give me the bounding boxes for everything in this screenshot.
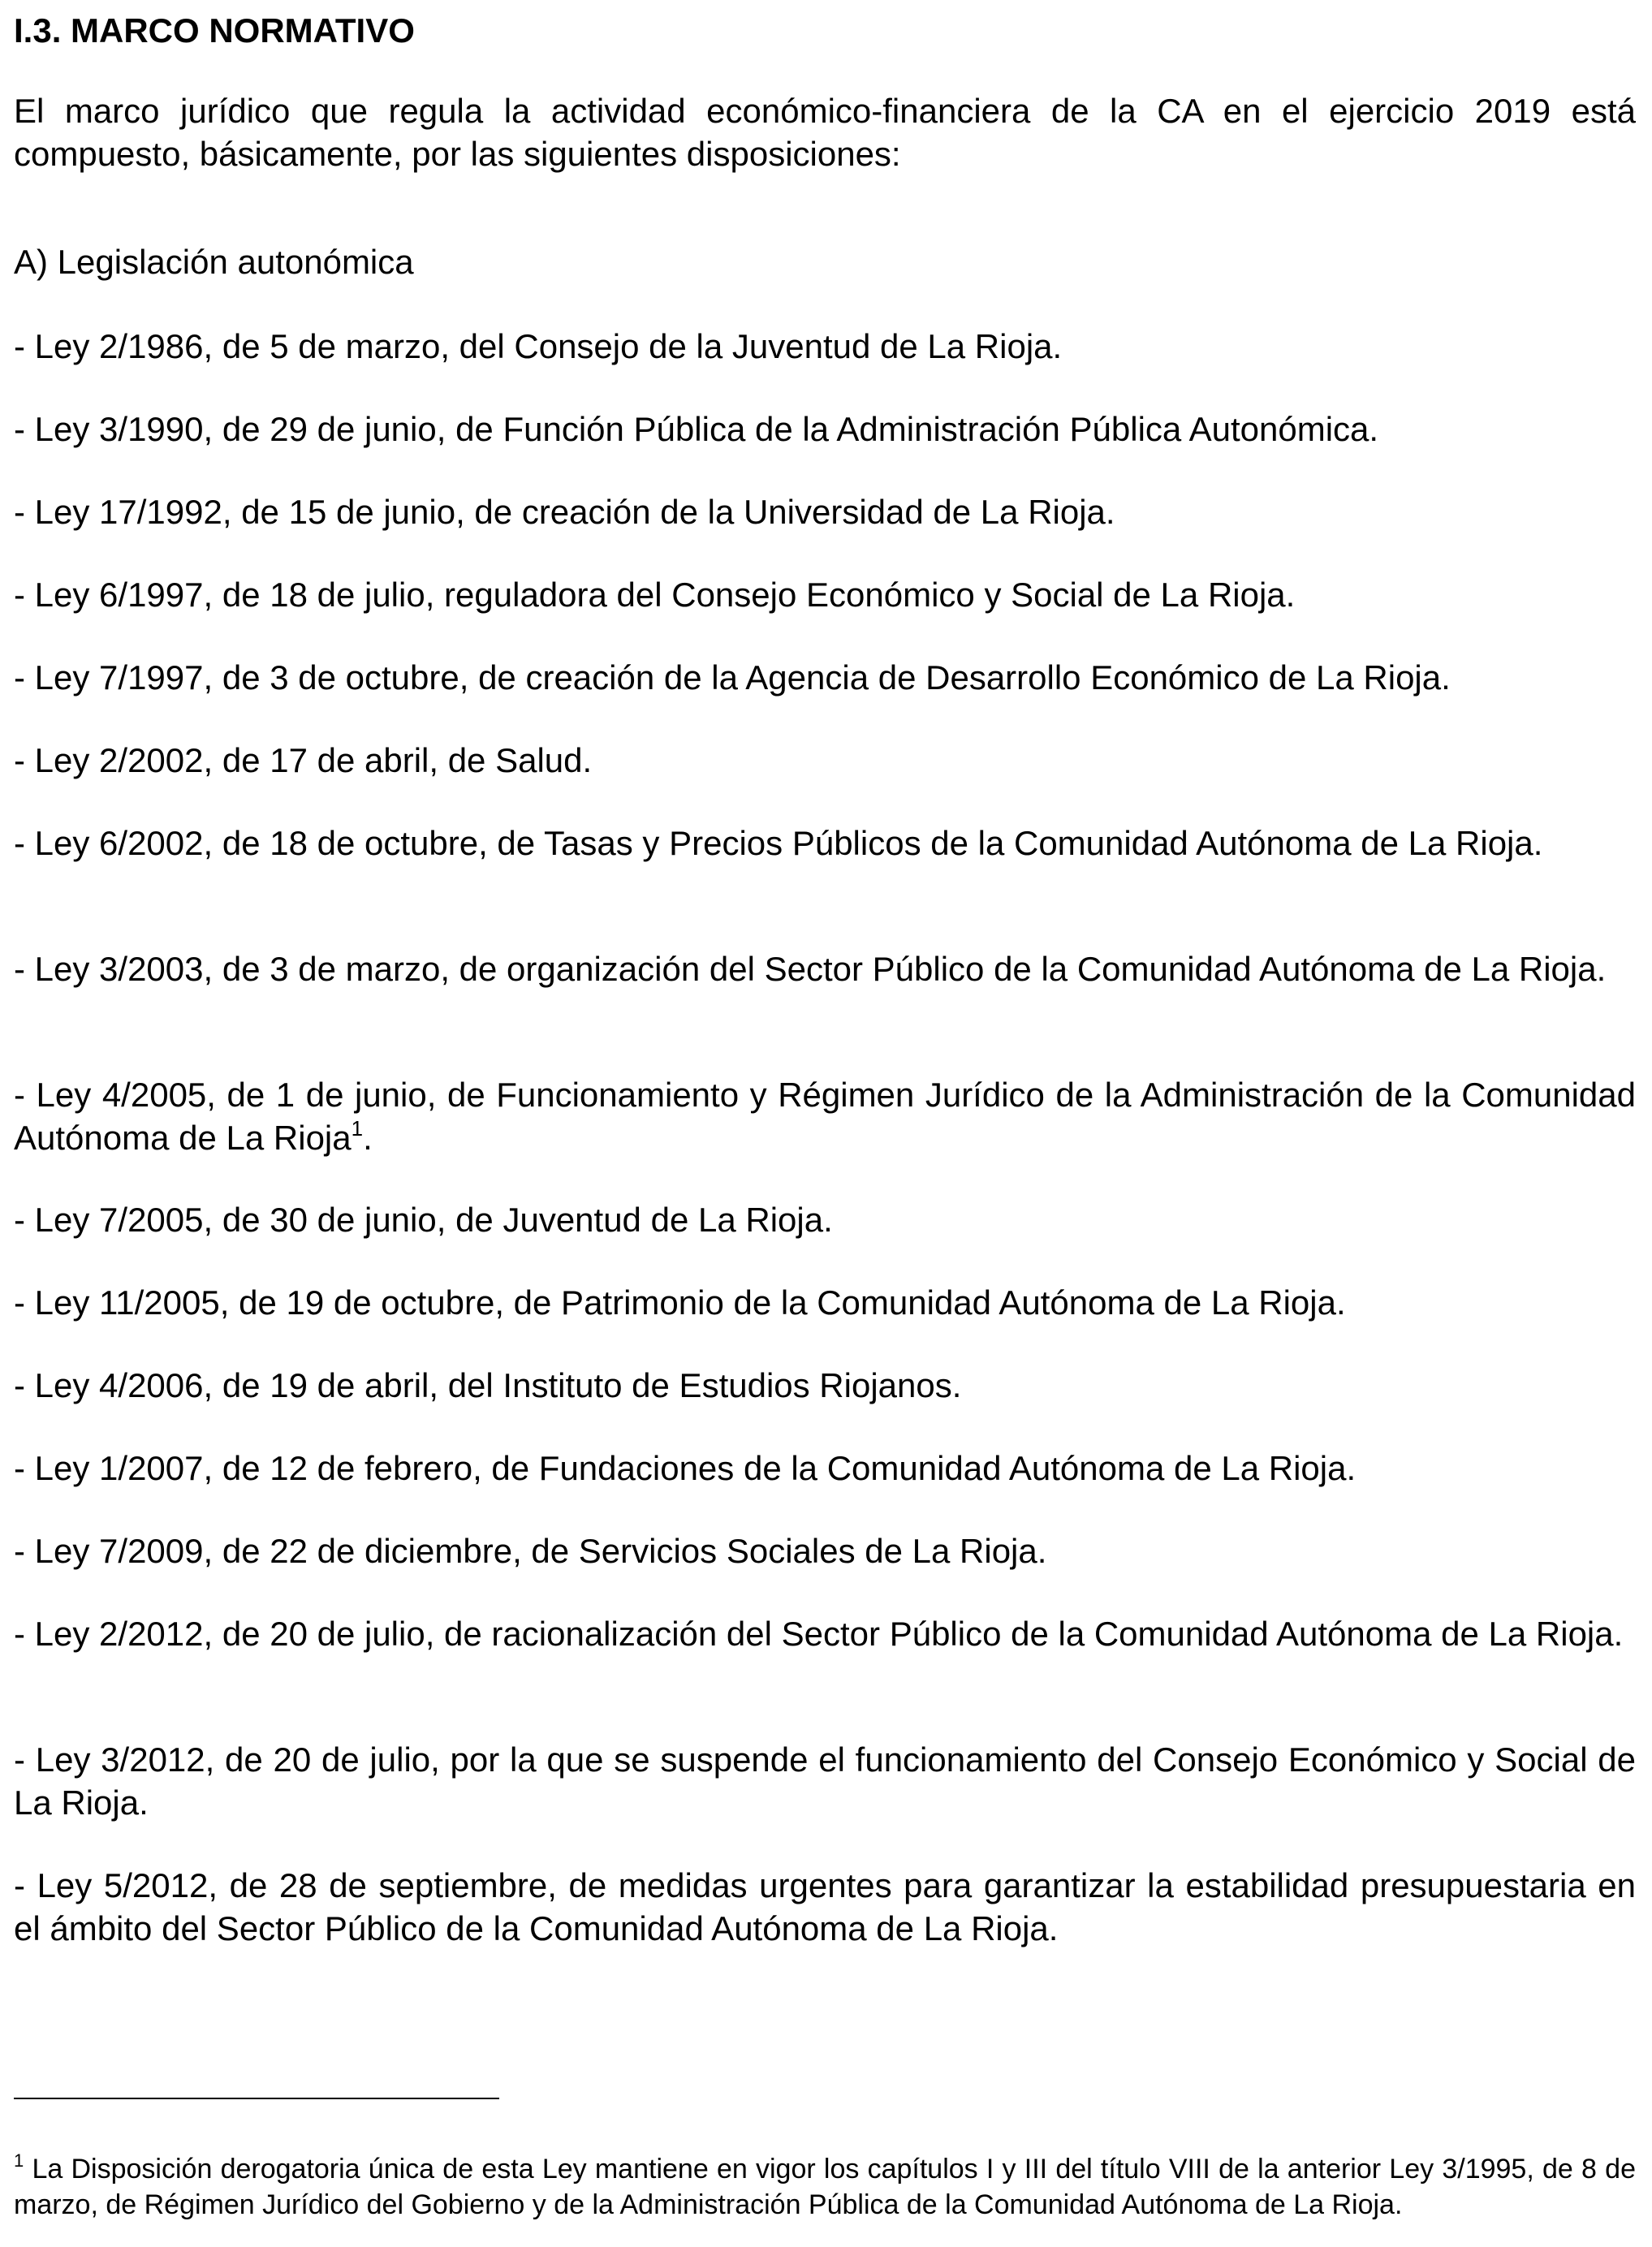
law-item-with-footnote [14,1073,1636,1159]
law-text: - Ley 4/2005, de 1 de junio, de Funcionamiento y Régimen Jurídico de la Administración de la Comunidad Autónoma de La Rioja [14,1076,1636,1157]
law-item: - Ley 1/2007, de 12 de febrero, de Fundaciones de la Comunidad Autónoma de La Rioja. [14,1449,1357,1487]
section-title: I.3. MARCO NORMATIVO [14,11,415,50]
law-text-end: . [363,1119,373,1157]
law-item: - Ley 11/2005, de 19 de octubre, de Patrimonio de la Comunidad Autónoma de La Rioja. [14,1283,1346,1322]
law-item: - Ley 6/2002, de 18 de octubre, de Tasas y Precios Públicos de la Comunidad Autónoma de La Rioja. [14,824,1543,862]
footnote [14,2151,1636,2223]
law-item: - Ley 7/2005, de 30 de junio, de Juventud de La Rioja. [14,1201,833,1239]
law-item: - Ley 2/2012, de 20 de julio, de racionalización del Sector Público de la Comunidad Autónoma de La Rioja. [14,1615,1624,1653]
intro-paragraph: El marco jurídico que regula la actividad económico-financiera de la CA en el ejercicio 2019 está compuesto, básicamente, por las siguientes disposiciones: [14,92,1636,173]
footnote-reference[interactable]: 1 [351,1116,364,1141]
law-item: - Ley 3/1990, de 29 de junio, de Función Pública de la Administración Pública Autonómica. [14,410,1379,448]
law-item: - Ley 3/2003, de 3 de marzo, de organización del Sector Público de la Comunidad Autónoma de La Rioja. [14,950,1607,988]
footnote-number: 1 [14,2150,24,2171]
footnote-text: La Disposición derogatoria única de esta Ley mantiene en vigor los capítulos I y III del título VIII de la anterior Ley 3/1995, de 8 de marzo, de Régimen Jurídico del Gobierno y de la Administración Pública de la Comunidad Autónoma de La Rioja. [14,2154,1636,2220]
footnote-separator [14,2098,499,2099]
subsection-heading: A) Legislación autonómica [14,243,414,281]
law-item: - Ley 17/1992, de 15 de junio, de creación de la Universidad de La Rioja. [14,493,1115,531]
law-item: - Ley 2/1986, de 5 de marzo, del Consejo de la Juventud de La Rioja. [14,327,1063,365]
law-item: - Ley 7/2009, de 22 de diciembre, de Servicios Sociales de La Rioja. [14,1532,1047,1570]
law-item: - Ley 5/2012, de 28 de septiembre, de medidas urgentes para garantizar la estabilidad presupuestaria en el ámbito del Sector Público de la Comunidad Autónoma de La Rioja. [14,1866,1636,1947]
law-item: - Ley 2/2002, de 17 de abril, de Salud. [14,741,593,779]
law-item: - Ley 6/1997, de 18 de julio, reguladora del Consejo Económico y Social de La Rioja. [14,576,1296,614]
law-item: - Ley 4/2006, de 19 de abril, del Instituto de Estudios Riojanos. [14,1366,962,1404]
law-item: - Ley 3/2012, de 20 de julio, por la que se suspende el funcionamiento del Consejo Económico y Social de La Rioja. [14,1740,1636,1822]
law-item: - Ley 7/1997, de 3 de octubre, de creación de la Agencia de Desarrollo Económico de La Rioja. [14,658,1451,697]
